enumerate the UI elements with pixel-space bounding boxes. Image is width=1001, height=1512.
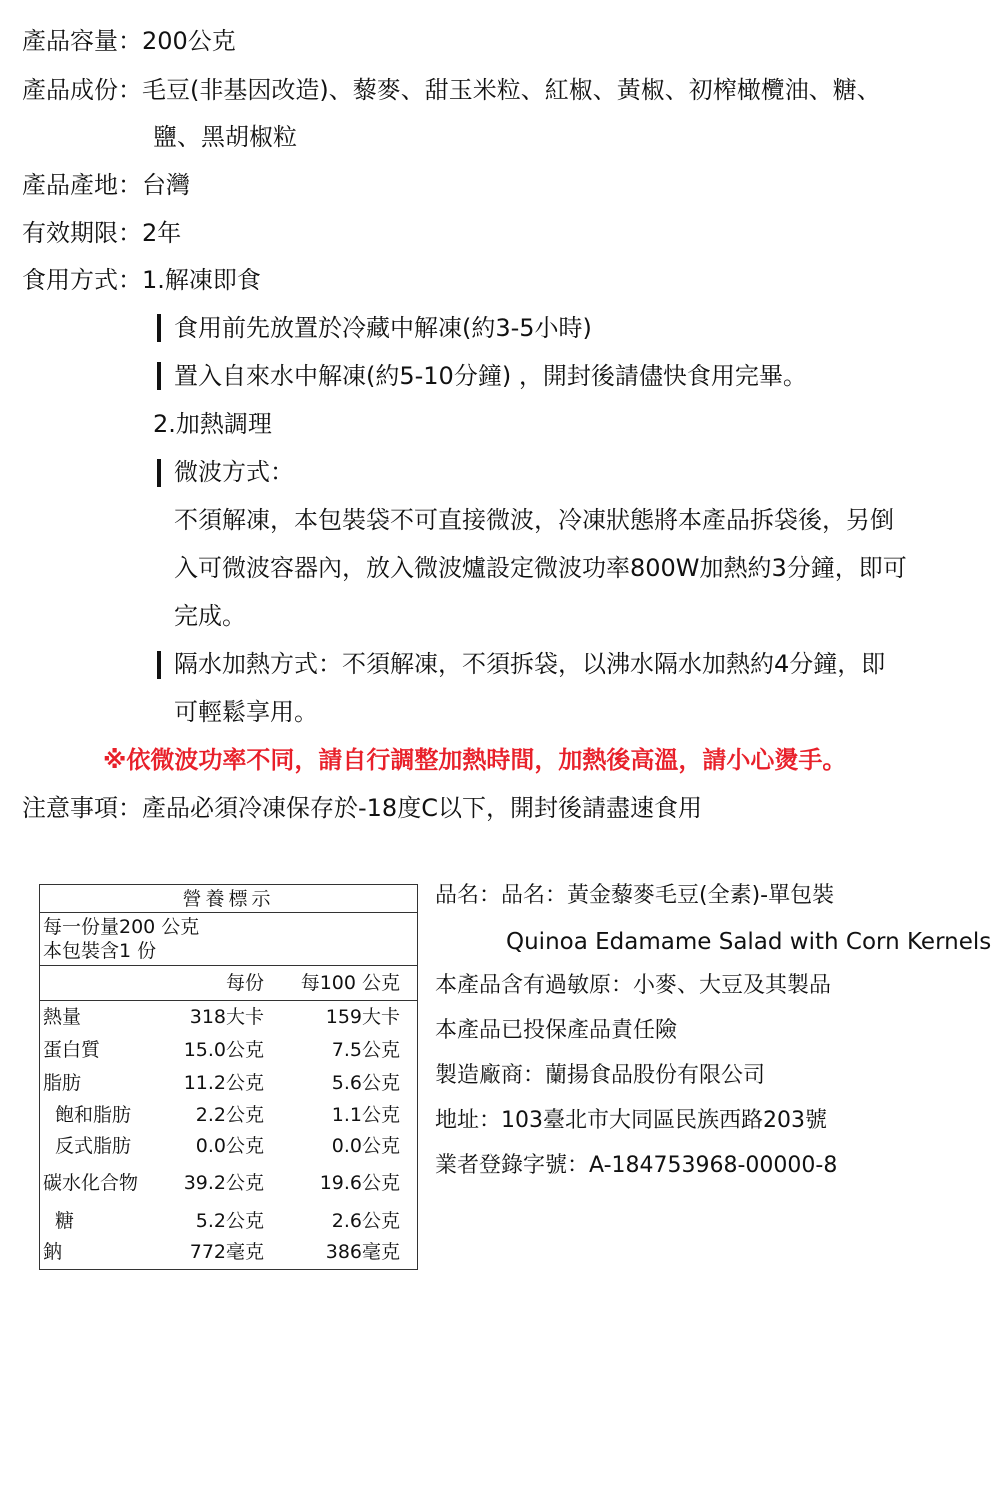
steam-line2: 可輕鬆享用。	[174, 698, 318, 726]
usage-method2-title: 2.加熱調理	[153, 410, 272, 438]
col-header-per-serving: 每份	[225, 972, 264, 994]
nutrient-name: 反式脂肪	[55, 1135, 132, 1157]
bullet-bar	[157, 651, 161, 679]
bullet-bar	[157, 314, 161, 342]
product-name: 品名：品名：黃金藜麥毛豆(全素)-單包裝	[435, 883, 835, 908]
table-divider	[40, 965, 417, 966]
microwave-line2: 入可微波容器內，放入微波爐設定微波功率800W加熱約3分鐘，即可	[174, 554, 907, 582]
microwave-line3: 完成。	[174, 602, 246, 630]
origin-label: 產品產地：	[22, 171, 142, 199]
nutrient-name: 飽和脂肪	[55, 1104, 132, 1126]
capacity-value: 200公克	[142, 27, 236, 55]
nutrient-name: 熱量	[43, 1006, 82, 1028]
nutrition-table	[39, 884, 418, 1270]
notice-value: 產品必須冷凍保存於-18度C以下，開封後請盡速食用	[142, 794, 702, 822]
shelf-life-label: 有效期限：	[22, 219, 142, 247]
registration-info: 業者登錄字號：A-184753968-00000-8	[435, 1153, 838, 1178]
usage-method1-item2: 置入自來水中解凍(約5-10分鐘) ，開封後請儘快食用完畢。	[174, 362, 807, 390]
manufacturer-info: 製造廠商：蘭揚食品股份有限公司	[435, 1063, 766, 1088]
usage-method1-item1: 食用前先放置於冷藏中解凍(約3-5小時)	[174, 314, 592, 342]
bullet-bar	[157, 459, 161, 487]
nutrient-per-serving: 11.2公克	[183, 1072, 264, 1094]
nutrient-name: 脂肪	[43, 1072, 82, 1094]
steam-line1: 隔水加熱方式：不須解凍，不須拆袋，以沸水隔水加熱約4分鐘，即	[174, 650, 886, 678]
nutrient-name: 糖	[55, 1210, 75, 1232]
ingredients-line1: 毛豆(非基因改造)、藜麥、甜玉米粒、紅椒、黃椒、初榨橄欖油、糖、	[142, 76, 881, 104]
nutrient-per-100g: 2.6公克	[331, 1210, 400, 1232]
capacity-label: 產品容量：	[22, 27, 142, 55]
capacity-row	[22, 26, 236, 56]
nutrient-per-100g: 1.1公克	[331, 1104, 400, 1126]
warning-note: ※依微波功率不同，請自行調整加熱時間，加熱後高溫，請小心燙手。	[103, 746, 847, 774]
ingredients-line2: 鹽、黑胡椒粒	[153, 123, 297, 151]
nutrient-name: 鈉	[43, 1241, 63, 1263]
nutrient-per-serving: 2.2公克	[195, 1104, 264, 1126]
nutrient-per-serving: 15.0公克	[183, 1039, 264, 1061]
nutrient-per-100g: 5.6公克	[331, 1072, 400, 1094]
insurance-info: 本產品已投保產品責任險	[435, 1018, 678, 1043]
usage-label: 食用方式：	[22, 266, 142, 294]
origin-row	[22, 170, 190, 200]
shelf-life-row	[22, 218, 181, 248]
notice-row	[22, 793, 702, 823]
nutrient-per-100g: 159大卡	[325, 1006, 400, 1028]
notice-label: 注意事項：	[22, 794, 142, 822]
nutrient-per-100g: 0.0公克	[331, 1135, 400, 1157]
ingredients-row	[22, 75, 881, 105]
nutrient-name: 碳水化合物	[43, 1172, 139, 1194]
serving-size: 每一份量200 公克	[43, 916, 200, 938]
nutrient-per-serving: 5.2公克	[195, 1210, 264, 1232]
nutrient-per-100g: 19.6公克	[319, 1172, 400, 1194]
bullet-bar	[157, 362, 161, 390]
nutrition-title: 營養標示	[182, 888, 275, 910]
ingredients-label: 產品成份：	[22, 76, 142, 104]
nutrient-per-serving: 39.2公克	[183, 1172, 264, 1194]
microwave-title: 微波方式：	[174, 458, 294, 486]
usage-row	[22, 265, 261, 295]
nutrient-per-serving: 318大卡	[189, 1006, 264, 1028]
servings-per-package: 本包裝含1 份	[43, 940, 157, 962]
origin-value: 台灣	[142, 171, 190, 199]
usage-method1-title: 1.解凍即食	[142, 266, 261, 294]
table-divider	[40, 1000, 417, 1001]
product-english-name: Quinoa Edamame Salad with Corn Kernels	[506, 929, 992, 955]
nutrient-per-100g: 386毫克	[325, 1241, 400, 1263]
col-header-per-100g: 每100 公克	[300, 972, 400, 994]
table-divider	[40, 912, 417, 913]
allergen-info: 本產品含有過敏原：小麥、大豆及其製品	[435, 973, 832, 998]
microwave-line1: 不須解凍，本包裝袋不可直接微波，冷凍狀態將本產品拆袋後，另倒	[174, 506, 894, 534]
shelf-life-value: 2年	[142, 219, 182, 247]
nutrient-per-serving: 0.0公克	[195, 1135, 264, 1157]
nutrient-per-serving: 772毫克	[189, 1241, 264, 1263]
nutrient-name: 蛋白質	[43, 1039, 101, 1061]
address-info: 地址：103臺北市大同區民族西路203號	[435, 1108, 827, 1133]
nutrient-per-100g: 7.5公克	[331, 1039, 400, 1061]
